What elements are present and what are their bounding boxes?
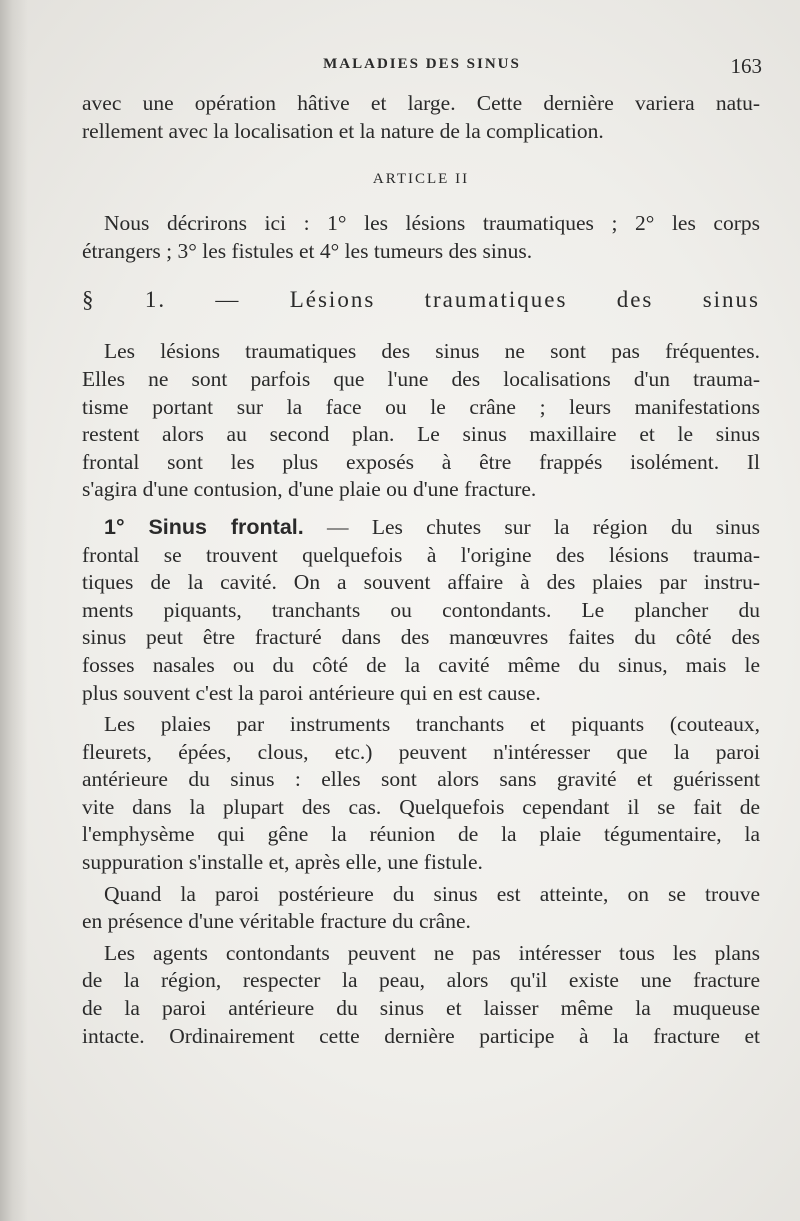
text-line: sinus peut être fracturé dans des manœuvres faites du côté des <box>82 625 760 650</box>
text-line: Les lésions traumatiques des sinus ne sont pas fréquentes. <box>104 339 760 364</box>
text-line: fosses nasales ou du côté de la cavité même du sinus, mais le <box>82 652 760 677</box>
binding-shadow <box>0 0 28 1221</box>
text-line: l'emphysème qui gêne la réunion de la plaie tégumentaire, la <box>82 822 760 847</box>
text-line: fleurets, épées, clous, etc.) peuvent n'intéresser que la paroi <box>82 739 760 764</box>
text-line: rellement avec la localisation et la nature de la complication. <box>82 118 604 143</box>
text-line: tiques de la cavité. On a souvent affaire à des plaies par instru- <box>82 570 760 595</box>
page-number: 163 <box>730 54 762 78</box>
text-line: frontal sont les plus exposés à être frappés isolément. Il <box>82 449 760 474</box>
text-line: plus souvent c'est la paroi antérieure qui en est cause. <box>82 680 541 705</box>
text-line: Nous décrirons ici : 1° les lésions traumatiques ; 2° les corps <box>104 211 760 236</box>
text-line: de la paroi antérieure du sinus et laisser même la muqueuse <box>82 996 760 1021</box>
subsection-line <box>82 514 760 542</box>
article-heading: ARTICLE II <box>372 171 470 188</box>
running-head <box>82 54 762 80</box>
running-title: MALADIES DES SINUS <box>323 56 521 72</box>
text-line: Les agents contondants peuvent ne pas intéresser tous les plans <box>104 940 760 965</box>
section-heading: § 1. — Lésions traumatiques des sinus <box>82 287 760 313</box>
text-line: restent alors au second plan. Le sinus maxillaire et le sinus <box>82 422 760 447</box>
text-line: Les plaies par instruments tranchants et piquants (couteaux, <box>104 712 760 737</box>
text-line: Quand la paroi postérieure du sinus est atteinte, on se trouve <box>104 881 760 906</box>
text-line: avec une opération hâtive et large. Cette dernière variera natu- <box>82 91 760 115</box>
text-line: s'agira d'une contusion, d'une plaie ou d'une fracture. <box>82 477 537 502</box>
text-line: ments piquants, tranchants ou contondants. Le plancher du <box>82 597 760 622</box>
text-line: de la région, respecter la peau, alors qu'il existe une fracture <box>82 968 760 993</box>
text-line: en présence d'une véritable fracture du crâne. <box>82 909 471 934</box>
text-line: tisme portant sur la face ou le crâne ; leurs manifestations <box>82 394 760 419</box>
text-line: suppuration s'installe et, après elle, une fistule. <box>82 850 483 875</box>
subsection-title: 1° Sinus frontal. <box>104 514 304 539</box>
text-line: vite dans la plupart des cas. Quelquefois cependant il se fait de <box>82 794 760 819</box>
text-line: intacte. Ordinairement cette dernière participe à la fracture et <box>82 1023 760 1048</box>
text-line: frontal se trouvent quelquefois à l'origine des lésions trauma- <box>82 542 760 567</box>
body-text <box>82 90 760 1050</box>
text-line: Elles ne sont parfois que l'une des localisations d'un trauma- <box>82 366 760 391</box>
text-line: étrangers ; 3° les fistules et 4° les tumeurs des sinus. <box>82 238 533 263</box>
text-line: antérieure du sinus : elles sont alors sans gravité et guérissent <box>82 767 760 792</box>
subsection-line-text: — Les chutes sur la région du sinus <box>303 514 760 539</box>
